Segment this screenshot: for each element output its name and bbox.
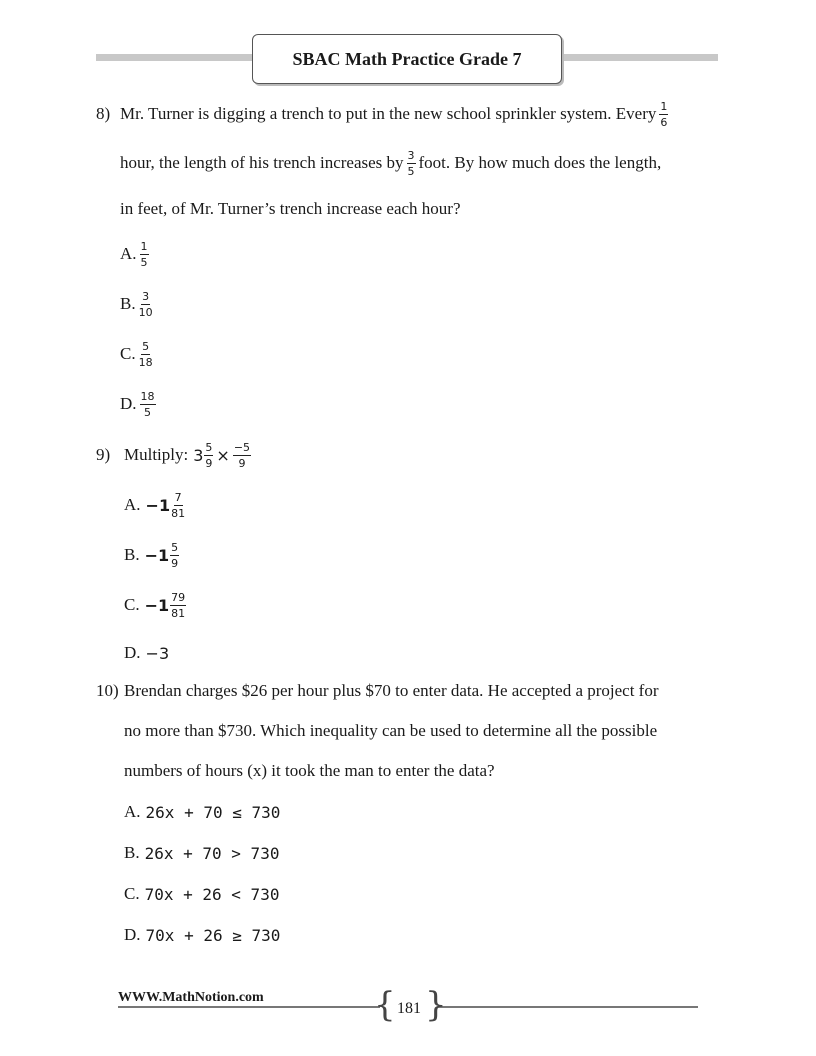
option-10d[interactable]: D. 70x + 26 ≥ 730 [124,925,281,945]
option-9d[interactable]: D. −3 [124,643,170,663]
option-10c[interactable]: C. 70x + 26 < 730 [124,884,280,904]
fraction: $\frac{5}{9}$ [171,540,179,570]
option-9a[interactable]: A. −1 $\frac{7}{81}$ [124,490,186,520]
fraction: $\frac{1}{6}$ [660,99,668,129]
footer-website: WWW.MathNotion.com [118,990,264,1005]
header-rule-left [96,54,256,61]
option-8c[interactable]: C. $\frac{5}{18}$ [120,339,153,369]
option-10b[interactable]: B. 26x + 70 > 730 [124,843,280,863]
question-8-text-2b: foot. By how much does the length, [418,153,662,172]
question-10-number: 10) [96,681,119,700]
option-8a[interactable]: A. $\frac{1}{5}$ [120,239,148,269]
header-rule-right [556,54,718,61]
question-10-line-2: no more than $730. Which inequality can be used to determine all the possible [124,721,658,740]
question-9-prompt: Multiply: 3 $\frac{5}{9}$ × $\frac{-5}{9}$ [124,440,251,470]
option-9b[interactable]: B. −1 $\frac{5}{9}$ [124,540,179,570]
question-8-line-2 [120,145,661,181]
fraction: $\frac{7}{81}$ [171,490,186,520]
fraction: $\frac{18}{5}$ [140,389,155,419]
option-10a[interactable]: A. 26x + 70 ≤ 730 [124,802,281,822]
question-8-number: 8) [96,104,111,123]
question-8-text-1: Mr. Turner is digging a trench to put in the new school sprinkler system. Every [120,104,657,123]
footer-rule-left [118,1006,380,1008]
question-10-line-3: numbers of hours (x) it took the man to enter the data? [124,761,495,780]
fraction: $\frac{3}{10}$ [138,289,153,319]
fraction: $\frac{79}{81}$ [171,590,186,620]
fraction: $\frac{-5}{9}$ [233,440,251,470]
question-8-line-3: in feet, of Mr. Turner’s trench increase each hour? [120,199,461,218]
question-8-line-1 [120,96,671,132]
question-8-text-2a: hour, the length of his trench increases by [120,153,404,172]
footer-rule-right [438,1006,698,1008]
option-9c[interactable]: C. −1 $\frac{79}{81}$ [124,590,186,620]
fraction: $\frac{5}{18}$ [138,339,153,369]
page-title: SBAC Math Practice Grade 7 [252,34,562,84]
fraction: $\frac{3}{5}$ [407,148,415,178]
question-10-line-1: Brendan charges $26 per hour plus $70 to enter data. He accepted a project for [124,681,659,700]
option-8b[interactable]: B. $\frac{3}{10}$ [120,289,153,319]
fraction: $\frac{1}{5}$ [140,239,148,269]
question-9-number: 9) [96,445,111,464]
left-brace-icon: { [374,985,396,1025]
fraction: $\frac{5}{9}$ [205,440,213,470]
option-8d[interactable]: D. $\frac{18}{5}$ [120,389,155,419]
page-number: 181 [397,1000,421,1017]
right-brace-icon: } [425,985,447,1025]
times-symbol: × [216,445,230,465]
